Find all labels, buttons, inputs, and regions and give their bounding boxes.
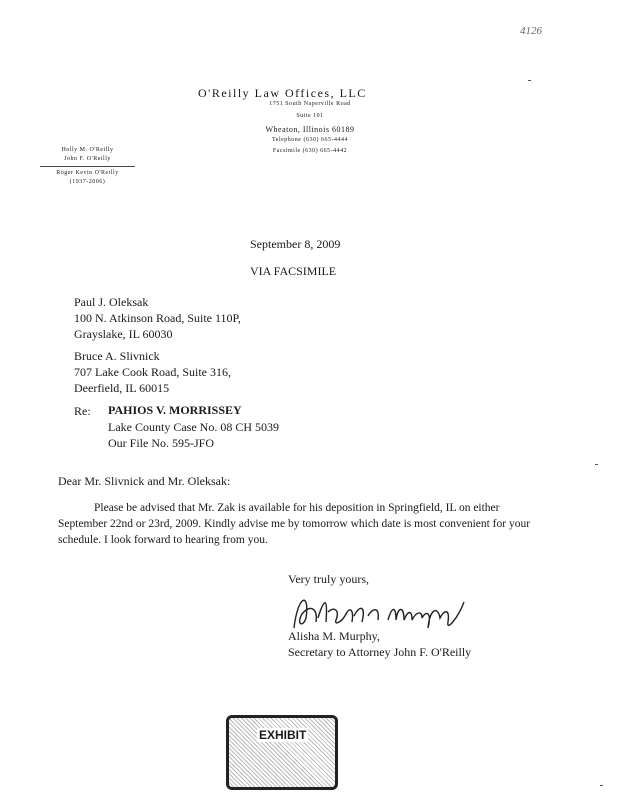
side-name: Holly M. O'Reilly <box>61 147 114 153</box>
handwritten-signature <box>288 588 478 634</box>
scan-speck <box>600 785 603 786</box>
recipient-line: 100 N. Atkinson Road, Suite 110P, <box>74 311 241 325</box>
side-name: (1937-2006) <box>69 179 106 185</box>
address-line: Wheaton, Illinois 60189 <box>265 125 355 134</box>
signer-name: Alisha M. Murphy, <box>288 629 380 643</box>
letter-date: September 8, 2009 <box>250 237 341 251</box>
recipient-line: Deerfield, IL 60015 <box>74 381 170 395</box>
recipient-line: Bruce A. Slivnick <box>74 349 160 363</box>
side-name: Roger Kevin O'Reilly <box>56 170 119 176</box>
body-paragraph: Please be advised that Mr. Zak is available for his deposition in Springfield, IL on either September 22nd or 23rd, 2009. Kindly advise me by tomorrow which date is most convenient for your schedule. I look forward to hearing from you. <box>58 502 531 546</box>
delivery-method: VIA FACSIMILE <box>250 264 337 278</box>
re-line: Lake County Case No. 08 CH 5039 <box>108 420 279 434</box>
signer-title: Secretary to Attorney John F. O'Reilly <box>288 645 472 659</box>
scan-speck <box>528 80 531 81</box>
scan-speck <box>595 464 598 465</box>
address-line: Facsimile (630) 665-4442 <box>272 148 348 154</box>
re-label: Re: <box>74 404 91 418</box>
corner-handwritten-mark: 4126 <box>520 25 542 37</box>
address-line: Telephone (630) 665-4444 <box>272 137 348 143</box>
address-line: Suite 101 <box>296 113 324 119</box>
closing: Very truly yours, <box>288 572 369 586</box>
re-line: Our File No. 595-JFO <box>108 436 215 450</box>
recipient-line: 707 Lake Cook Road, Suite 316, <box>74 365 231 379</box>
side-name: John F. O'Reilly <box>64 156 111 162</box>
exhibit-stamp <box>226 715 338 790</box>
address-line: 1751 South Naperville Road <box>269 101 351 107</box>
recipient-line: Paul J. Oleksak <box>74 295 149 309</box>
side-divider <box>40 166 135 167</box>
firm-name: O'Reilly Law Offices, LLC <box>198 86 367 100</box>
recipient-line: Grayslake, IL 60030 <box>74 327 173 341</box>
re-case-name: PAHIOS V. MORRISSEY <box>108 403 242 417</box>
exhibit-stamp-label: EXHIBIT <box>259 728 307 742</box>
salutation: Dear Mr. Slivnick and Mr. Oleksak: <box>58 474 231 488</box>
